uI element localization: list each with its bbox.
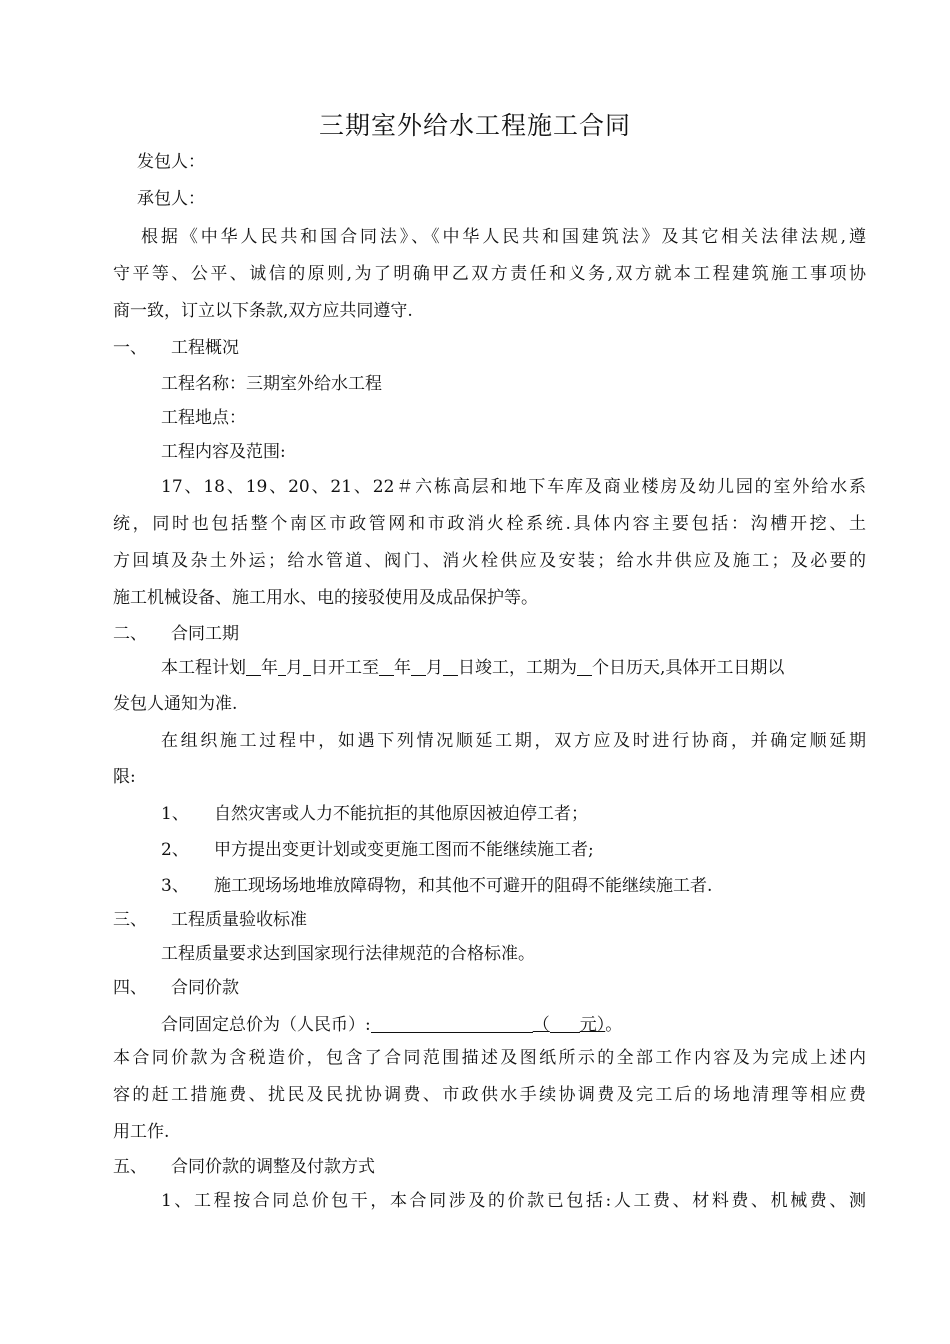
section-number: 二、 bbox=[113, 624, 147, 644]
section-title: 合同价款的调整及付款方式 bbox=[171, 1157, 375, 1177]
delay-item: 3、 施工现场场地堆放障碍物，和其他不可避开的阻碍不能继续施工者. bbox=[161, 876, 713, 896]
payment-line: 1、工程按合同总价包干，本合同涉及的价款已包括:人工费、材料费、机械费、测 bbox=[161, 1191, 866, 1211]
delay-item: 1、 自然灾害或人力不能抗拒的其他原因被迫停工者； bbox=[161, 804, 588, 824]
delay-line: 限: bbox=[113, 767, 136, 787]
schedule-line: 发包人通知为准. bbox=[113, 694, 238, 714]
price-note-line: 本合同价款为含税造价，包含了合同范围描述及图纸所示的全部工作内容及为完成上述内 bbox=[113, 1048, 866, 1068]
employer-label: 发包人： bbox=[137, 152, 205, 172]
section-number: 三、 bbox=[113, 910, 147, 930]
delay-line: 在组织施工过程中，如遇下列情况顺延工期，双方应及时进行协商，并确定顺延期 bbox=[161, 731, 866, 751]
price-note-line: 容的赶工措施费、扰民及民扰协调费、市政供水手续协调费及完工后的场地清理等相应费 bbox=[113, 1085, 866, 1105]
scope-line: 方回填及杂土外运；给水管道、阀门、消火栓供应及安装；给水井供应及施工；及必要的 bbox=[113, 551, 866, 571]
scope-line: 统，同时也包括整个南区市政管网和市政消火栓系统.具体内容主要包括：沟槽开挖、土 bbox=[113, 514, 866, 534]
section-5-heading bbox=[113, 1155, 375, 1179]
preamble-line: 商一致，订立以下条款,双方应共同遵守. bbox=[113, 301, 413, 321]
schedule-line: 本工程计划 年 月 日开工至 年 月 日竣工，工期为 个日历天,具体开工日期以 bbox=[161, 658, 785, 678]
section-3-heading bbox=[113, 908, 307, 932]
page-title: 三期室外给水工程施工合同 bbox=[318, 111, 631, 140]
section-title: 合同价款 bbox=[171, 978, 239, 998]
price-line: 合同固定总价为（人民币）: （ 元）。 bbox=[161, 1015, 623, 1035]
scope-line: 施工机械设备、施工用水、电的接驳使用及成品保护等。 bbox=[113, 588, 538, 608]
section-title: 工程概况 bbox=[171, 338, 239, 358]
section-number: 五、 bbox=[113, 1157, 147, 1177]
section-4-heading bbox=[113, 976, 239, 1000]
section-title: 工程质量验收标准 bbox=[171, 910, 307, 930]
section-1-heading bbox=[113, 336, 239, 360]
preamble-line: 守平等、公平、诚信的原则,为了明确甲乙双方责任和义务,双方就本工程建筑施工事项协 bbox=[113, 264, 866, 284]
project-name: 工程名称：三期室外给水工程 bbox=[161, 374, 382, 394]
section-number: 一、 bbox=[113, 338, 147, 358]
section-title: 合同工期 bbox=[171, 624, 239, 644]
project-location: 工程地点： bbox=[161, 408, 246, 428]
section-number: 四、 bbox=[113, 978, 147, 998]
scope-line: 17、18、19、20、21、22＃六栋高层和地下车库及商业楼房及幼儿园的室外给水系 bbox=[161, 477, 866, 497]
quality-text: 工程质量要求达到国家现行法律规范的合格标准。 bbox=[161, 944, 535, 964]
preamble-line: 根据《中华人民共和国合同法》、《中华人民共和国建筑法》及其它相关法律法规,遵 bbox=[141, 227, 866, 247]
contractor-label: 承包人： bbox=[137, 189, 205, 209]
price-note-line: 用工作. bbox=[113, 1122, 170, 1142]
delay-item: 2、 甲方提出变更计划或变更施工图而不能继续施工者; bbox=[161, 840, 594, 860]
section-2-heading bbox=[113, 622, 239, 646]
scope-label: 工程内容及范围: bbox=[161, 442, 286, 462]
